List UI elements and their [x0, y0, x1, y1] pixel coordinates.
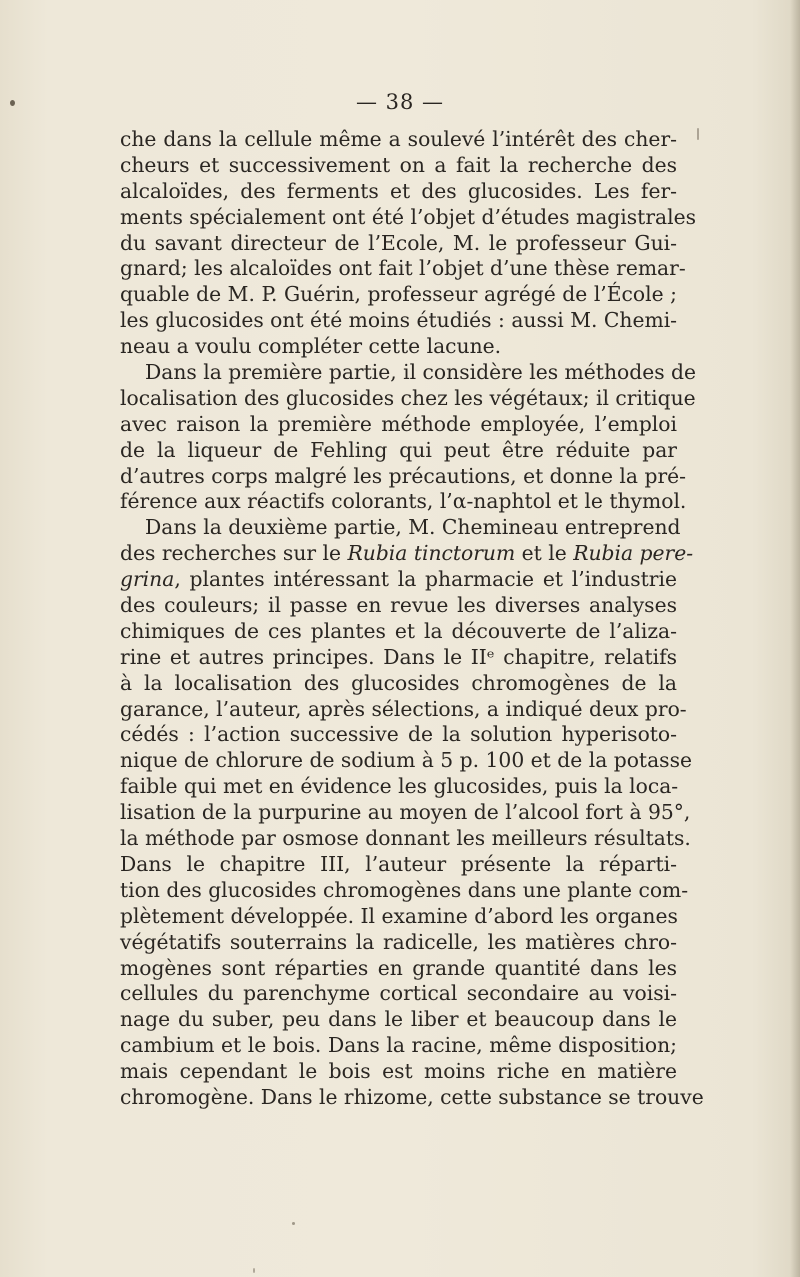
- text-line: [120, 593, 677, 619]
- text-run: la méthode par osmose donnant les meilleurs résultats.: [120, 826, 691, 851]
- text-line: [120, 412, 677, 438]
- text-line: [120, 930, 677, 956]
- margin-speck: [253, 1268, 255, 1273]
- text-run: végétatifs souterrains la radicelle, les matières chro-: [120, 929, 677, 954]
- text-run: che dans la cellule même a soulevé l’intérêt des cher-: [120, 127, 677, 151]
- text-line: [120, 282, 677, 308]
- text-line: [120, 256, 686, 282]
- text-run: des recherches sur le: [120, 541, 348, 566]
- text-line: [120, 852, 677, 878]
- text-run: alcaloïdes, des ferments et des glucosides. Les fer-: [120, 178, 677, 203]
- page-number: — 38 —: [355, 90, 445, 114]
- text-run: tion des glucosides chromogènes dans une plante com-: [120, 877, 689, 902]
- text-run: les glucosides ont été moins étudiés : aussi M. Chemi-: [120, 308, 678, 333]
- text-run: mais cependant le bois est moins riche en matière: [120, 1059, 677, 1084]
- text-run: des couleurs; il passe en revue les diverses analyses: [120, 593, 677, 618]
- text-run: ments spécialement ont été l’objet d’études magistrales: [120, 204, 697, 229]
- text-line: [120, 1033, 677, 1059]
- text-run: Dans la deuxième partie, M. Chemineau entreprend: [145, 515, 681, 540]
- text-line: [120, 671, 677, 697]
- text-line: [120, 541, 694, 567]
- text-line: [120, 1007, 677, 1033]
- text-line: [120, 127, 677, 153]
- text-run: du savant directeur de l’Ecole, M. le professeur Gui-: [120, 230, 677, 255]
- text-run: cambium et le bois. Dans la racine, même disposition;: [120, 1033, 677, 1058]
- text-run: mogènes sont réparties en grande quantité dans les: [120, 955, 677, 980]
- text-line: [120, 463, 686, 490]
- text-line: [120, 1059, 677, 1085]
- text-line: [120, 981, 677, 1007]
- text-run: quable de M. P. Guérin, professeur agrégé de l’École ;: [120, 282, 677, 307]
- text-line: [120, 645, 677, 671]
- text-run: à la localisation des glucosides chromogènes de la: [120, 670, 677, 695]
- text-run: cédés : l’action successive de la solution hyperisoto-: [120, 722, 677, 747]
- italic-species-name: grina: [120, 567, 175, 592]
- text-line: [120, 179, 677, 205]
- text-run: localisation des glucosides chez les végétaux; il critique: [120, 385, 696, 410]
- body-text: [120, 127, 704, 1111]
- text-run: de la liqueur de Fehling qui peut être réduite par: [120, 437, 677, 462]
- text-run: neau a voulu compléter cette lacune.: [120, 334, 502, 359]
- margin-speck: [697, 128, 699, 140]
- margin-speck: [292, 1222, 295, 1225]
- text-run: faible qui met en évidence les glucosides, puis la loca-: [120, 774, 679, 799]
- text-line: [120, 153, 677, 179]
- text-run: et le: [515, 541, 574, 566]
- text-line: [120, 877, 689, 904]
- text-run: cellules du parenchyme cortical secondaire au voisi-: [120, 981, 677, 1006]
- text-run: lisation de la purpurine au moyen de l’alcool fort à 95°,: [120, 800, 691, 825]
- text-run: , plantes intéressant la pharmacie et l’industrie: [174, 567, 677, 592]
- text-line: [120, 438, 677, 464]
- text-run: gnard; les alcaloïdes ont fait l’objet d’une thèse remar-: [120, 256, 686, 281]
- text-run: férence aux réactifs colorants, l’α-naphtol et le thymol.: [120, 489, 687, 514]
- text-line: [120, 619, 677, 645]
- text-line: [120, 204, 697, 231]
- text-line: [120, 774, 677, 800]
- text-run: chromogène. Dans le rhizome, cette substance se trouve: [120, 1084, 704, 1109]
- text-line: [120, 515, 681, 541]
- text-line: [120, 489, 687, 515]
- text-run: garance, l’auteur, après sélections, a indiqué deux pro-: [120, 696, 687, 721]
- text-line: [120, 748, 692, 774]
- text-run: plètement développée. Il examine d’abord les organes: [120, 903, 678, 928]
- text-run: Dans le chapitre III, l’auteur présente la réparti-: [120, 851, 677, 876]
- text-line: [120, 956, 677, 982]
- text-run: chimiques de ces plantes et la découverte de l’aliza-: [120, 618, 677, 643]
- text-line: [120, 722, 677, 748]
- text-line: [120, 308, 677, 334]
- italic-species-name: Rubia pere-: [573, 541, 694, 566]
- text-line: [120, 696, 687, 723]
- text-run: nique de chlorure de sodium à 5 p. 100 et de la potasse: [120, 748, 692, 773]
- text-run: Dans la première partie, il considère les méthodes de: [145, 360, 697, 385]
- text-line: [120, 800, 691, 826]
- text-line: [120, 385, 696, 412]
- text-line: [120, 567, 677, 593]
- text-run: avec raison la première méthode employée, l’emploi: [120, 411, 677, 436]
- text-line: [120, 904, 677, 930]
- italic-species-name: Rubia tinctorum: [347, 541, 516, 566]
- text-run: d’autres corps malgré les précautions, et donne la pré-: [120, 463, 686, 488]
- page-edge-shadow: [790, 0, 800, 1277]
- text-run: rine et autres principes. Dans le IIᵉ chapitre, relatifs: [120, 644, 677, 669]
- text-line: [120, 360, 697, 386]
- text-line: [120, 1084, 704, 1111]
- text-run: nage du suber, peu dans le liber et beaucoup dans le: [120, 1007, 677, 1032]
- text-line: [120, 334, 677, 360]
- text-line: [120, 231, 677, 257]
- text-run: cheurs et successivement on a fait la recherche des: [120, 152, 677, 177]
- text-line: [120, 826, 691, 852]
